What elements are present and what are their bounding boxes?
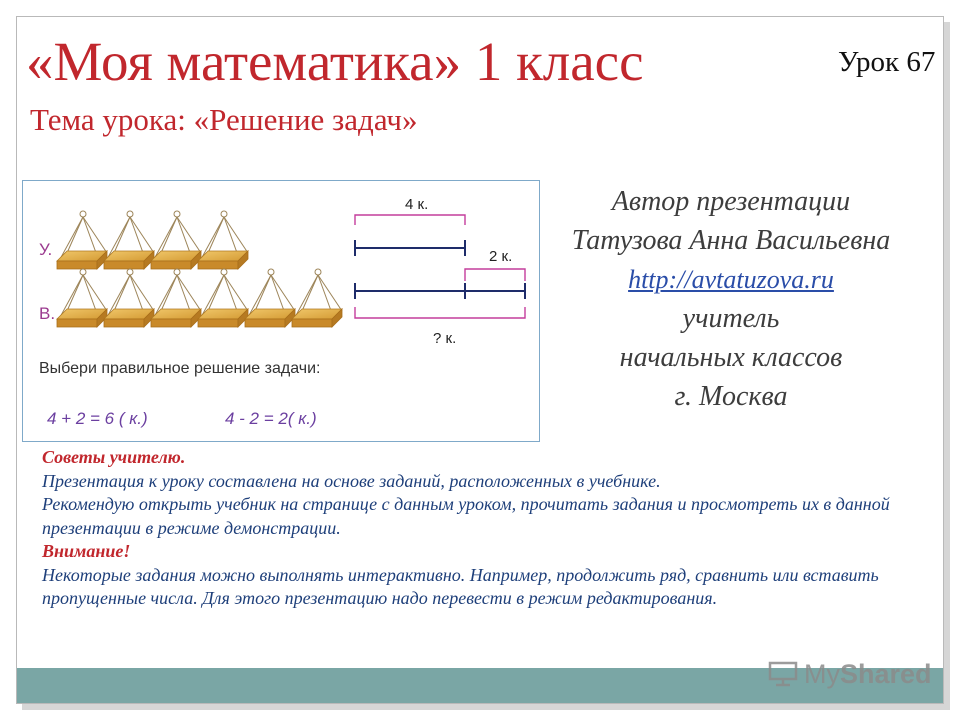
label-v: В.: [39, 304, 56, 323]
segment-top-label: 4 к.: [405, 196, 429, 213]
advice-paragraph: Презентация к уроку составлена на основе заданий, расположенных в учебнике.: [42, 470, 661, 491]
label-u: У.: [39, 240, 53, 259]
segment-extra-label: 2 к.: [489, 248, 513, 265]
task-question: Выбери правильное решение задачи:: [39, 360, 321, 377]
author-city: г. Москва: [674, 381, 788, 412]
slide-shadow: [22, 704, 950, 710]
row-u-baskets: [57, 211, 248, 269]
brace-total: [355, 307, 525, 318]
slide-shadow: [944, 22, 950, 710]
myshared-watermark: [768, 656, 932, 692]
segment-diagram: [355, 196, 525, 347]
brace-top: [355, 215, 465, 225]
lesson-topic: Тема урока: «Решение задач»: [30, 102, 418, 137]
author-role: учитель: [682, 303, 780, 334]
slide-title: «Моя математика» 1 класс: [26, 31, 644, 92]
segment-total-label: ? к.: [433, 330, 457, 347]
watermark-my: My: [804, 658, 840, 689]
author-caption: Автор презентации: [611, 186, 851, 217]
basket-icon: [198, 269, 248, 327]
teacher-advice: [42, 446, 922, 611]
lesson-number: Урок 67: [838, 46, 936, 78]
basket-icon: [57, 269, 107, 327]
attention-heading: Внимание!: [42, 541, 131, 561]
brace-extra: [465, 269, 525, 281]
watermark-shared: Shared: [840, 658, 932, 689]
attention-paragraph: Некоторые задания можно выполнять интерактивно. Например, продолжить ряд, сравнить или вставить пропущенные числа. Для этого презентацию надо перевести в режим редактирования.: [42, 564, 879, 608]
presentation-icon: [768, 661, 798, 687]
basket-icon: [151, 211, 201, 269]
basket-icon: [245, 269, 295, 327]
basket-icon: [104, 211, 154, 269]
answer-option-1[interactable]: 4 + 2 = 6 ( к.): [47, 409, 148, 428]
advice-paragraph: Рекомендую открыть учебник на странице с данным уроком, прочитать задания и просмотреть их в данной презентации в режиме демонстрации.: [42, 494, 890, 538]
basket-icon: [104, 269, 154, 327]
basket-icon: [57, 211, 107, 269]
author-role-detail: начальных классов: [619, 342, 843, 373]
author-link[interactable]: http://avtatuzova.ru: [628, 265, 834, 294]
answer-option-2[interactable]: 4 - 2 = 2( к.): [225, 409, 317, 428]
task-diagram: [23, 181, 541, 443]
basket-icon: [151, 269, 201, 327]
task-picture: [22, 180, 540, 442]
basket-icon: [292, 269, 342, 327]
author-name: Татузова Анна Васильевна: [571, 225, 891, 256]
row-v-baskets: [57, 269, 342, 327]
author-block: [545, 182, 917, 416]
basket-icon: [198, 211, 248, 269]
advice-heading: Советы учителю.: [42, 447, 186, 467]
